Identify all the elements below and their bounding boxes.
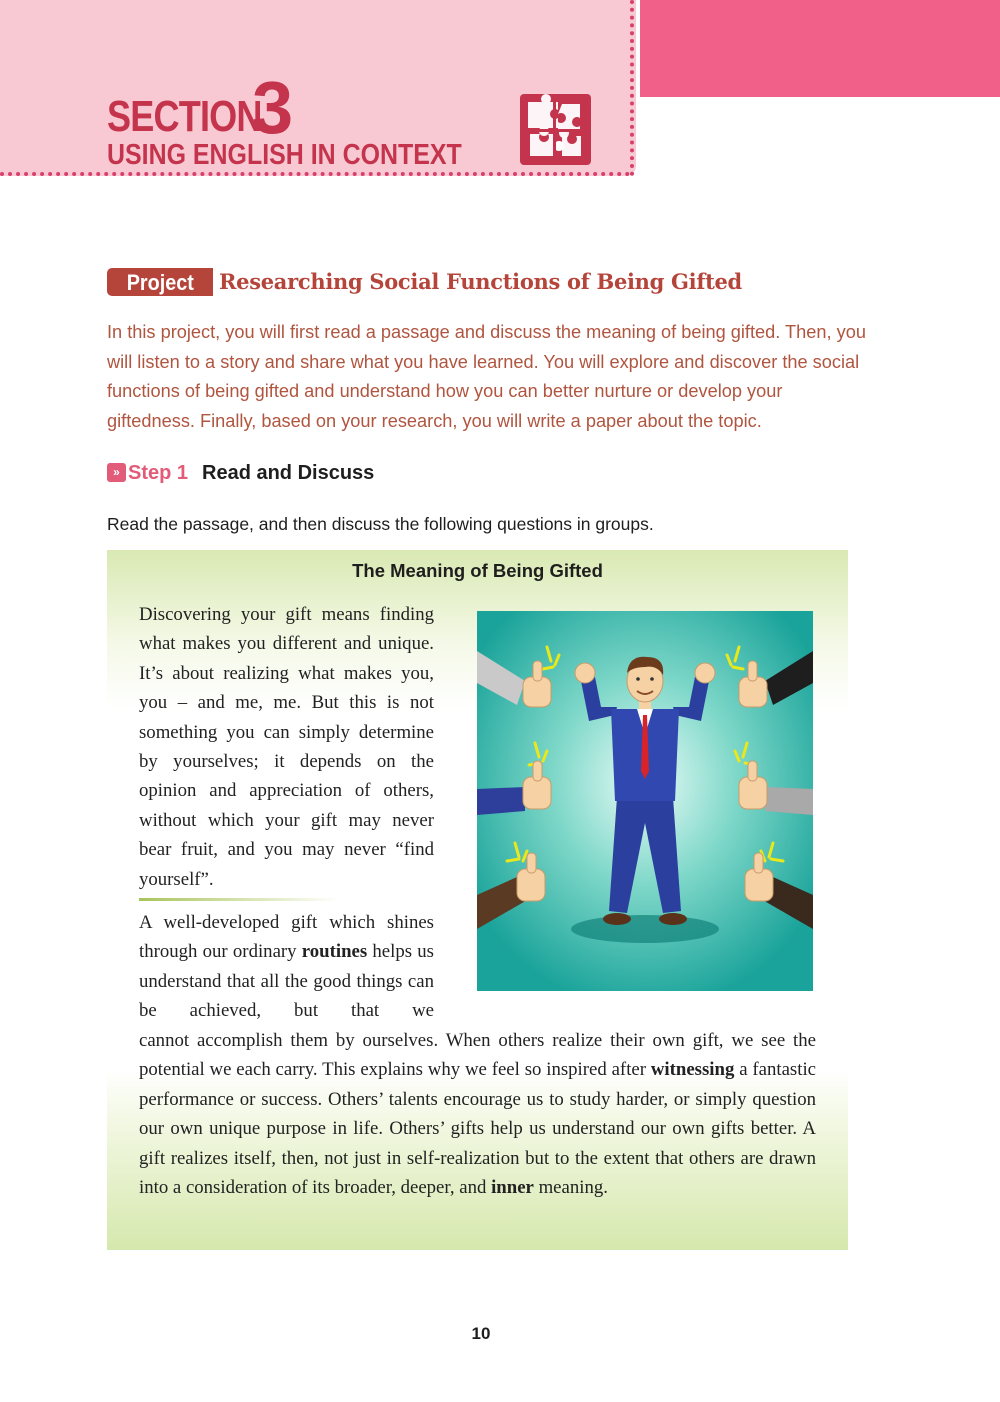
section-subtitle: USING ENGLISH IN CONTEXT [107,139,462,171]
section-label: SECTION [107,92,262,141]
passage-paragraph-2-part-1: A well-developed gift which shines through our ordinary routines helps us understand that all the good things can be achieved, but that we [139,912,434,1022]
passage-paragraph-2-part-2: cannot accomplish them by ourselves. When others realize their own gift, we see the potential we each carry. This explains why we feel so inspired after witnessing a fantastic performance or success. Others’ talents encourage us to study harder, or simply question our own unique purpose in life. Others’ gifts help us understand our own gifts better. A gift realizes itself, then, not just in self-realization but to the extent that others are drawn into a consideration of its broader, deeper, and inner meaning. [139,1030,817,1199]
businessman-thumbs-up-illustration [477,611,813,991]
passage-title: The Meaning of Being Gifted [352,560,603,581]
project-badge-label: Project [126,270,194,295]
page-number: 10 [471,1324,491,1343]
project-badge [107,268,213,296]
double-chevron-icon: » [107,463,126,482]
project-title: Researching Social Functions of Being Gifted [219,269,742,294]
vocab-routines: routines [301,941,368,963]
step-instruction: Read the passage, and then discuss the following questions in groups. [107,514,654,534]
puzzle-icon [520,94,591,165]
vocab-inner: inner [491,1177,534,1199]
header-accent-block [640,0,1000,97]
section-number: 3 [252,66,294,149]
passage-paragraph-1: Discovering your gift means finding what makes you different and unique. It’s about realizing what makes you, you – and me, me. But this is not something you can simply determine by yourselves; it depends on the opinion and appreciation of others, without which your gift may never bear fruit, and you may never “find yourself”. [139,604,434,890]
vocab-witnessing: witnessing [650,1059,735,1081]
header-dotted-border-right [630,0,634,176]
passage-divider [139,898,339,901]
step-label: Step 1 [128,462,189,484]
step-title: Read and Discuss [202,462,375,484]
project-intro: In this project, you will first read a passage and discuss the meaning of being gifted. Then, you will listen to a story and share what you have learned. You will explore and discover the social functions of being gifted and understand how you can better nurture or develop your giftedness. Finally, based on your research, you will write a paper about the topic. [107,322,866,432]
header-dotted-border [0,172,630,176]
